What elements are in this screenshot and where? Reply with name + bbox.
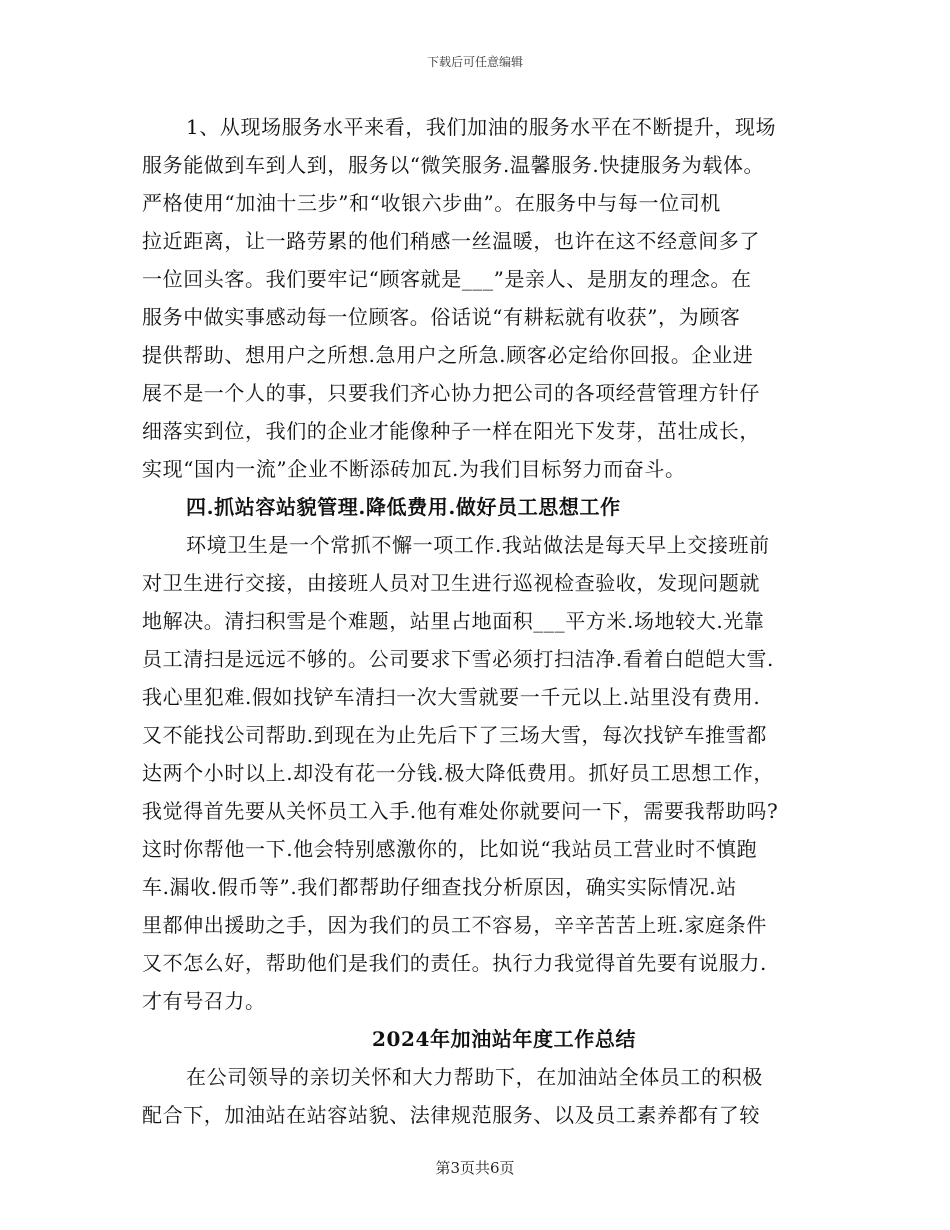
body-text-line: 提供帮助、想用户之所想.急用户之所急.顾客必定给你回报。企业进 xyxy=(142,343,754,367)
body-text-line: 又不怎么好，帮助他们是我们的责任。执行力我觉得首先要有说服力. xyxy=(142,951,767,975)
body-text-line: 服务中做实事感动每一位顾客。俗话说“有耕耘就有收获”，为顾客 xyxy=(142,305,741,329)
body-text-line: 展不是一个人的事，只要我们齐心协力把公司的各项经营管理方针仔 xyxy=(142,381,760,405)
body-text-line: 细落实到位，我们的企业才能像种子一样在阳光下发芽，茁壮成长， xyxy=(142,419,760,443)
body-text-line: 服务能做到车到人到，服务以“微笑服务.温馨服务.快捷服务为载体。 xyxy=(142,153,765,177)
body-text-line: 这时你帮他一下.他会特别感激你的，比如说“我站员工营业时不慎跑 xyxy=(142,837,758,861)
body-text-line: 我心里犯难.假如找铲车清扫一次大雪就要一千元以上.站里没有费用. xyxy=(142,685,761,709)
body-text-line: 拉近距离，让一路劳累的他们稍感一丝温暖，也许在这不经意间多了 xyxy=(142,229,760,253)
body-text-line: 一位回头客。我们要牢记“顾客就是___”是亲人、是朋友的理念。在 xyxy=(142,267,752,291)
body-text-line: 里都伸出援助之手，因为我们的员工不容易，辛辛苦苦上班.家庭条件 xyxy=(142,913,767,937)
body-text-line: 才有号召力。 xyxy=(142,989,266,1013)
body-text-line: 车.漏收.假币等”.我们都帮助仔细查找分析原因，确实实际情况.站 xyxy=(142,875,737,899)
body-text-line: 配合下，加油站在站容站貌、法律规范服务、以及员工素养都有了较 xyxy=(142,1103,760,1127)
body-text-line: 实现“国内一流”企业不断添砖加瓦.为我们目标努力而奋斗。 xyxy=(142,457,686,481)
body-text-line: 我觉得首先要从关怀员工入手.他有难处你就要问一下，需要我帮助吗? xyxy=(142,799,779,823)
body-text-line: 对卫生进行交接，由接班人员对卫生进行巡视检查验收，发现问题就 xyxy=(142,571,760,595)
document-title: 2024年加油站年度工作总结 xyxy=(371,1027,637,1051)
page-footer: 第3页共6页 xyxy=(435,1159,515,1177)
body-text-line: 地解决。清扫积雪是个难题，站里占地面积___平方米.场地较大.光靠 xyxy=(142,609,765,633)
body-text-line: 员工清扫是远远不够的。公司要求下雪必须打扫洁净.看着白皑皑大雪. xyxy=(142,647,774,671)
body-text-line: 达两个小时以上.却没有花一分钱.极大降低费用。抓好员工思想工作， xyxy=(142,761,774,785)
paragraph-first-line: 1、从现场服务水平来看，我们加油的服务水平在不断提升，现场 xyxy=(186,115,777,139)
page-header: 下载后可任意编辑 xyxy=(426,55,523,69)
body-text-line: 又不能找公司帮助.到现在为止先后下了三场大雪，每次找铲车推雪都 xyxy=(142,723,767,747)
paragraph-first-line: 在公司领导的亲切关怀和大力帮助下，在加油站全体员工的积极 xyxy=(186,1065,763,1089)
body-text-line: 严格使用“加油十三步”和“收银六步曲”。在服务中与每一位司机 xyxy=(142,191,721,215)
section-heading: 四.抓站容站貌管理.降低费用.做好员工思想工作 xyxy=(186,495,621,519)
document-body xyxy=(142,108,812,1134)
paragraph-first-line: 环境卫生是一个常抓不懈一项工作.我站做法是每天早上交接班前 xyxy=(186,533,770,557)
